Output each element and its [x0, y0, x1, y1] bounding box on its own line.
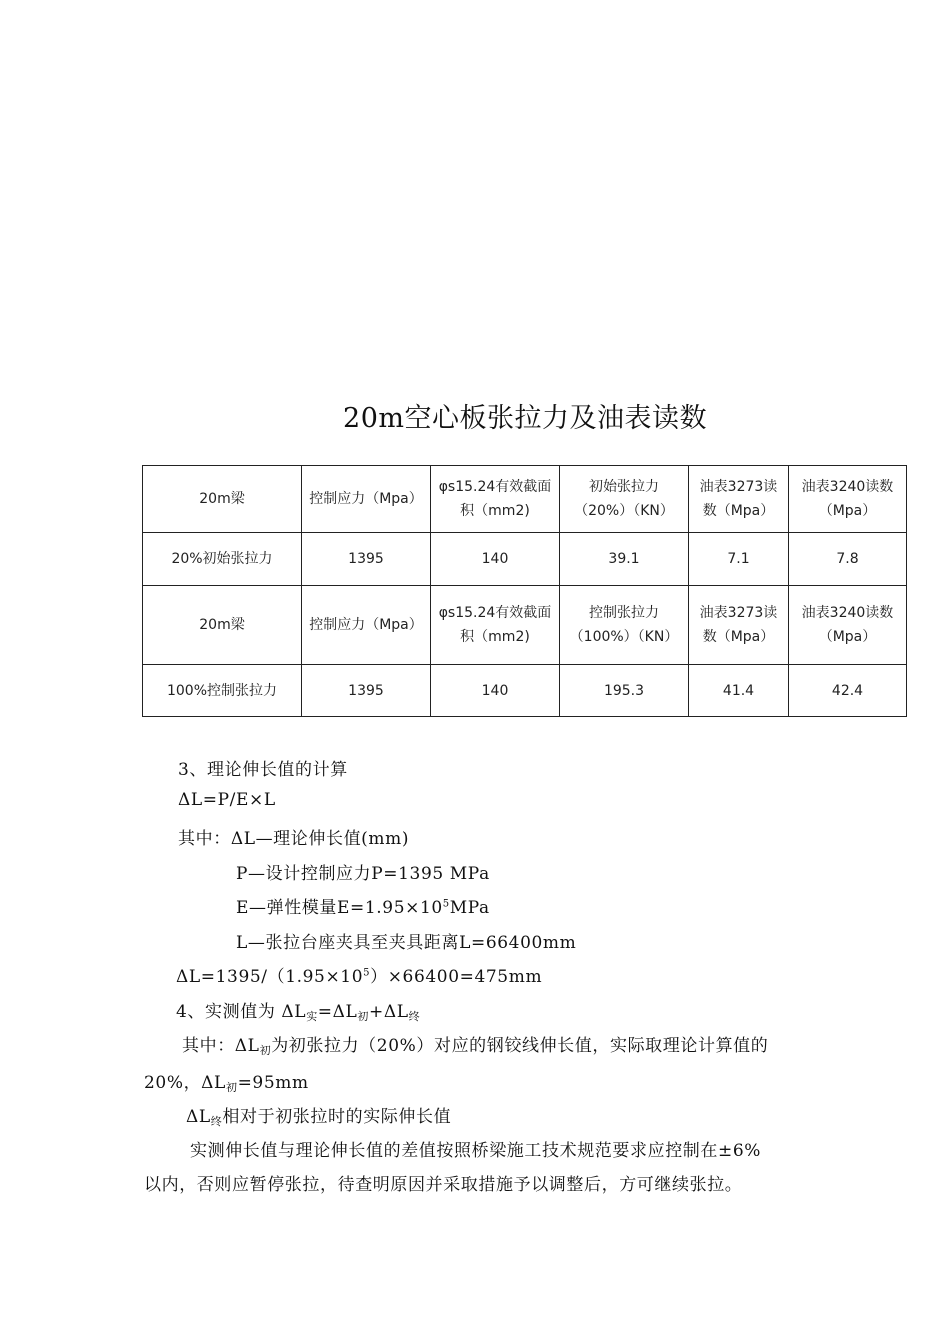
p1-text-a: 其中：ΔL — [182, 1036, 260, 1056]
table-row — [143, 586, 907, 665]
p-definition: P—设计控制应力P=1395 MPa — [236, 864, 490, 884]
table-cell: 39.1 — [560, 533, 689, 586]
table-cell: 油表3273读数（Mpa） — [689, 586, 789, 665]
table-cell: 油表3273读数（Mpa） — [689, 466, 789, 533]
s4-text-a: 4、实测值为 ΔL — [176, 1002, 307, 1022]
table-cell: φs15.24有效截面积（mm2) — [431, 586, 560, 665]
p3-subscript: 终 — [210, 1115, 223, 1128]
table-cell: 20m梁 — [143, 586, 302, 665]
section-3-heading: 3、理论伸长值的计算 — [178, 760, 348, 780]
table-cell: 油表3240读数（Mpa） — [789, 586, 907, 665]
table-cell: 控制张拉力（100%）（KN） — [560, 586, 689, 665]
l-definition: L—张拉台座夹具至夹具距离L=66400mm — [236, 933, 577, 953]
paragraph-4: 实测伸长值与理论伸长值的差值按照桥梁施工技术规范要求应控制在±6% — [190, 1141, 762, 1161]
section-4-heading — [176, 997, 420, 1022]
table-row — [143, 665, 907, 717]
p1-subscript: 初 — [259, 1044, 272, 1057]
table-cell: 140 — [431, 665, 560, 717]
s4-text-b: =ΔL — [317, 1002, 358, 1022]
s4-text-c: +ΔL — [369, 1002, 409, 1022]
document-title: 20m空心板张拉力及油表读数 — [343, 403, 707, 434]
paragraph-3 — [186, 1102, 451, 1127]
where-line — [178, 824, 409, 849]
paragraph-5: 以内，否则应暂停张拉，待查明原因并采取措施予以调整后，方可继续张拉。 — [144, 1175, 743, 1195]
e-unit: MPa — [449, 898, 490, 918]
p2-text-a: 20%，ΔL — [144, 1073, 226, 1093]
table-cell: 20%初始张拉力 — [143, 533, 302, 586]
p3-text-a: ΔL — [186, 1107, 211, 1127]
e-definition — [236, 893, 490, 918]
calculation-part-a: ΔL=1395/（1.95×10 — [176, 967, 364, 987]
tension-table — [142, 465, 907, 717]
table-cell: 控制应力（Mpa） — [302, 466, 431, 533]
calculation — [176, 962, 542, 987]
table-row — [143, 533, 907, 586]
table-cell: 1395 — [302, 533, 431, 586]
paragraph-2 — [144, 1068, 309, 1093]
p2-subscript: 初 — [225, 1081, 238, 1094]
e-definition-text: E—弹性模量E=1.95×10 — [236, 898, 443, 918]
table-cell: φs15.24有效截面积（mm2) — [431, 466, 560, 533]
table-cell: 20m梁 — [143, 466, 302, 533]
p2-text-b: =95mm — [237, 1073, 309, 1093]
paragraph-1 — [182, 1031, 768, 1056]
table-cell: 100%控制张拉力 — [143, 665, 302, 717]
table-cell: 7.8 — [789, 533, 907, 586]
table-cell: 140 — [431, 533, 560, 586]
table-cell: 初始张拉力（20%）（KN） — [560, 466, 689, 533]
where-label: 其中： — [178, 829, 231, 849]
table-cell: 1395 — [302, 665, 431, 717]
p1-text-b: 为初张拉力（20%）对应的钢铰线伸长值，实际取理论计算值的 — [271, 1036, 769, 1056]
table-cell: 41.4 — [689, 665, 789, 717]
table-cell: 控制应力（Mpa） — [302, 586, 431, 665]
table-cell: 油表3240读数（Mpa） — [789, 466, 907, 533]
p3-text-b: 相对于初张拉时的实际伸长值 — [222, 1107, 452, 1127]
formula: ΔL=P/E×L — [178, 790, 276, 810]
delta-l-definition: ΔL—理论伸长值(mm) — [230, 829, 410, 849]
s4-subscript-2: 初 — [357, 1010, 370, 1023]
calculation-part-b: ）×66400=475mm — [370, 967, 543, 987]
e-exponent: 5 — [442, 898, 450, 910]
s4-subscript-3: 终 — [408, 1010, 421, 1023]
s4-subscript-1: 实 — [306, 1010, 318, 1023]
table-cell: 42.4 — [789, 665, 907, 717]
table-cell: 195.3 — [560, 665, 689, 717]
calculation-exponent: 5 — [363, 967, 371, 979]
table-cell: 7.1 — [689, 533, 789, 586]
table-row — [143, 466, 907, 533]
